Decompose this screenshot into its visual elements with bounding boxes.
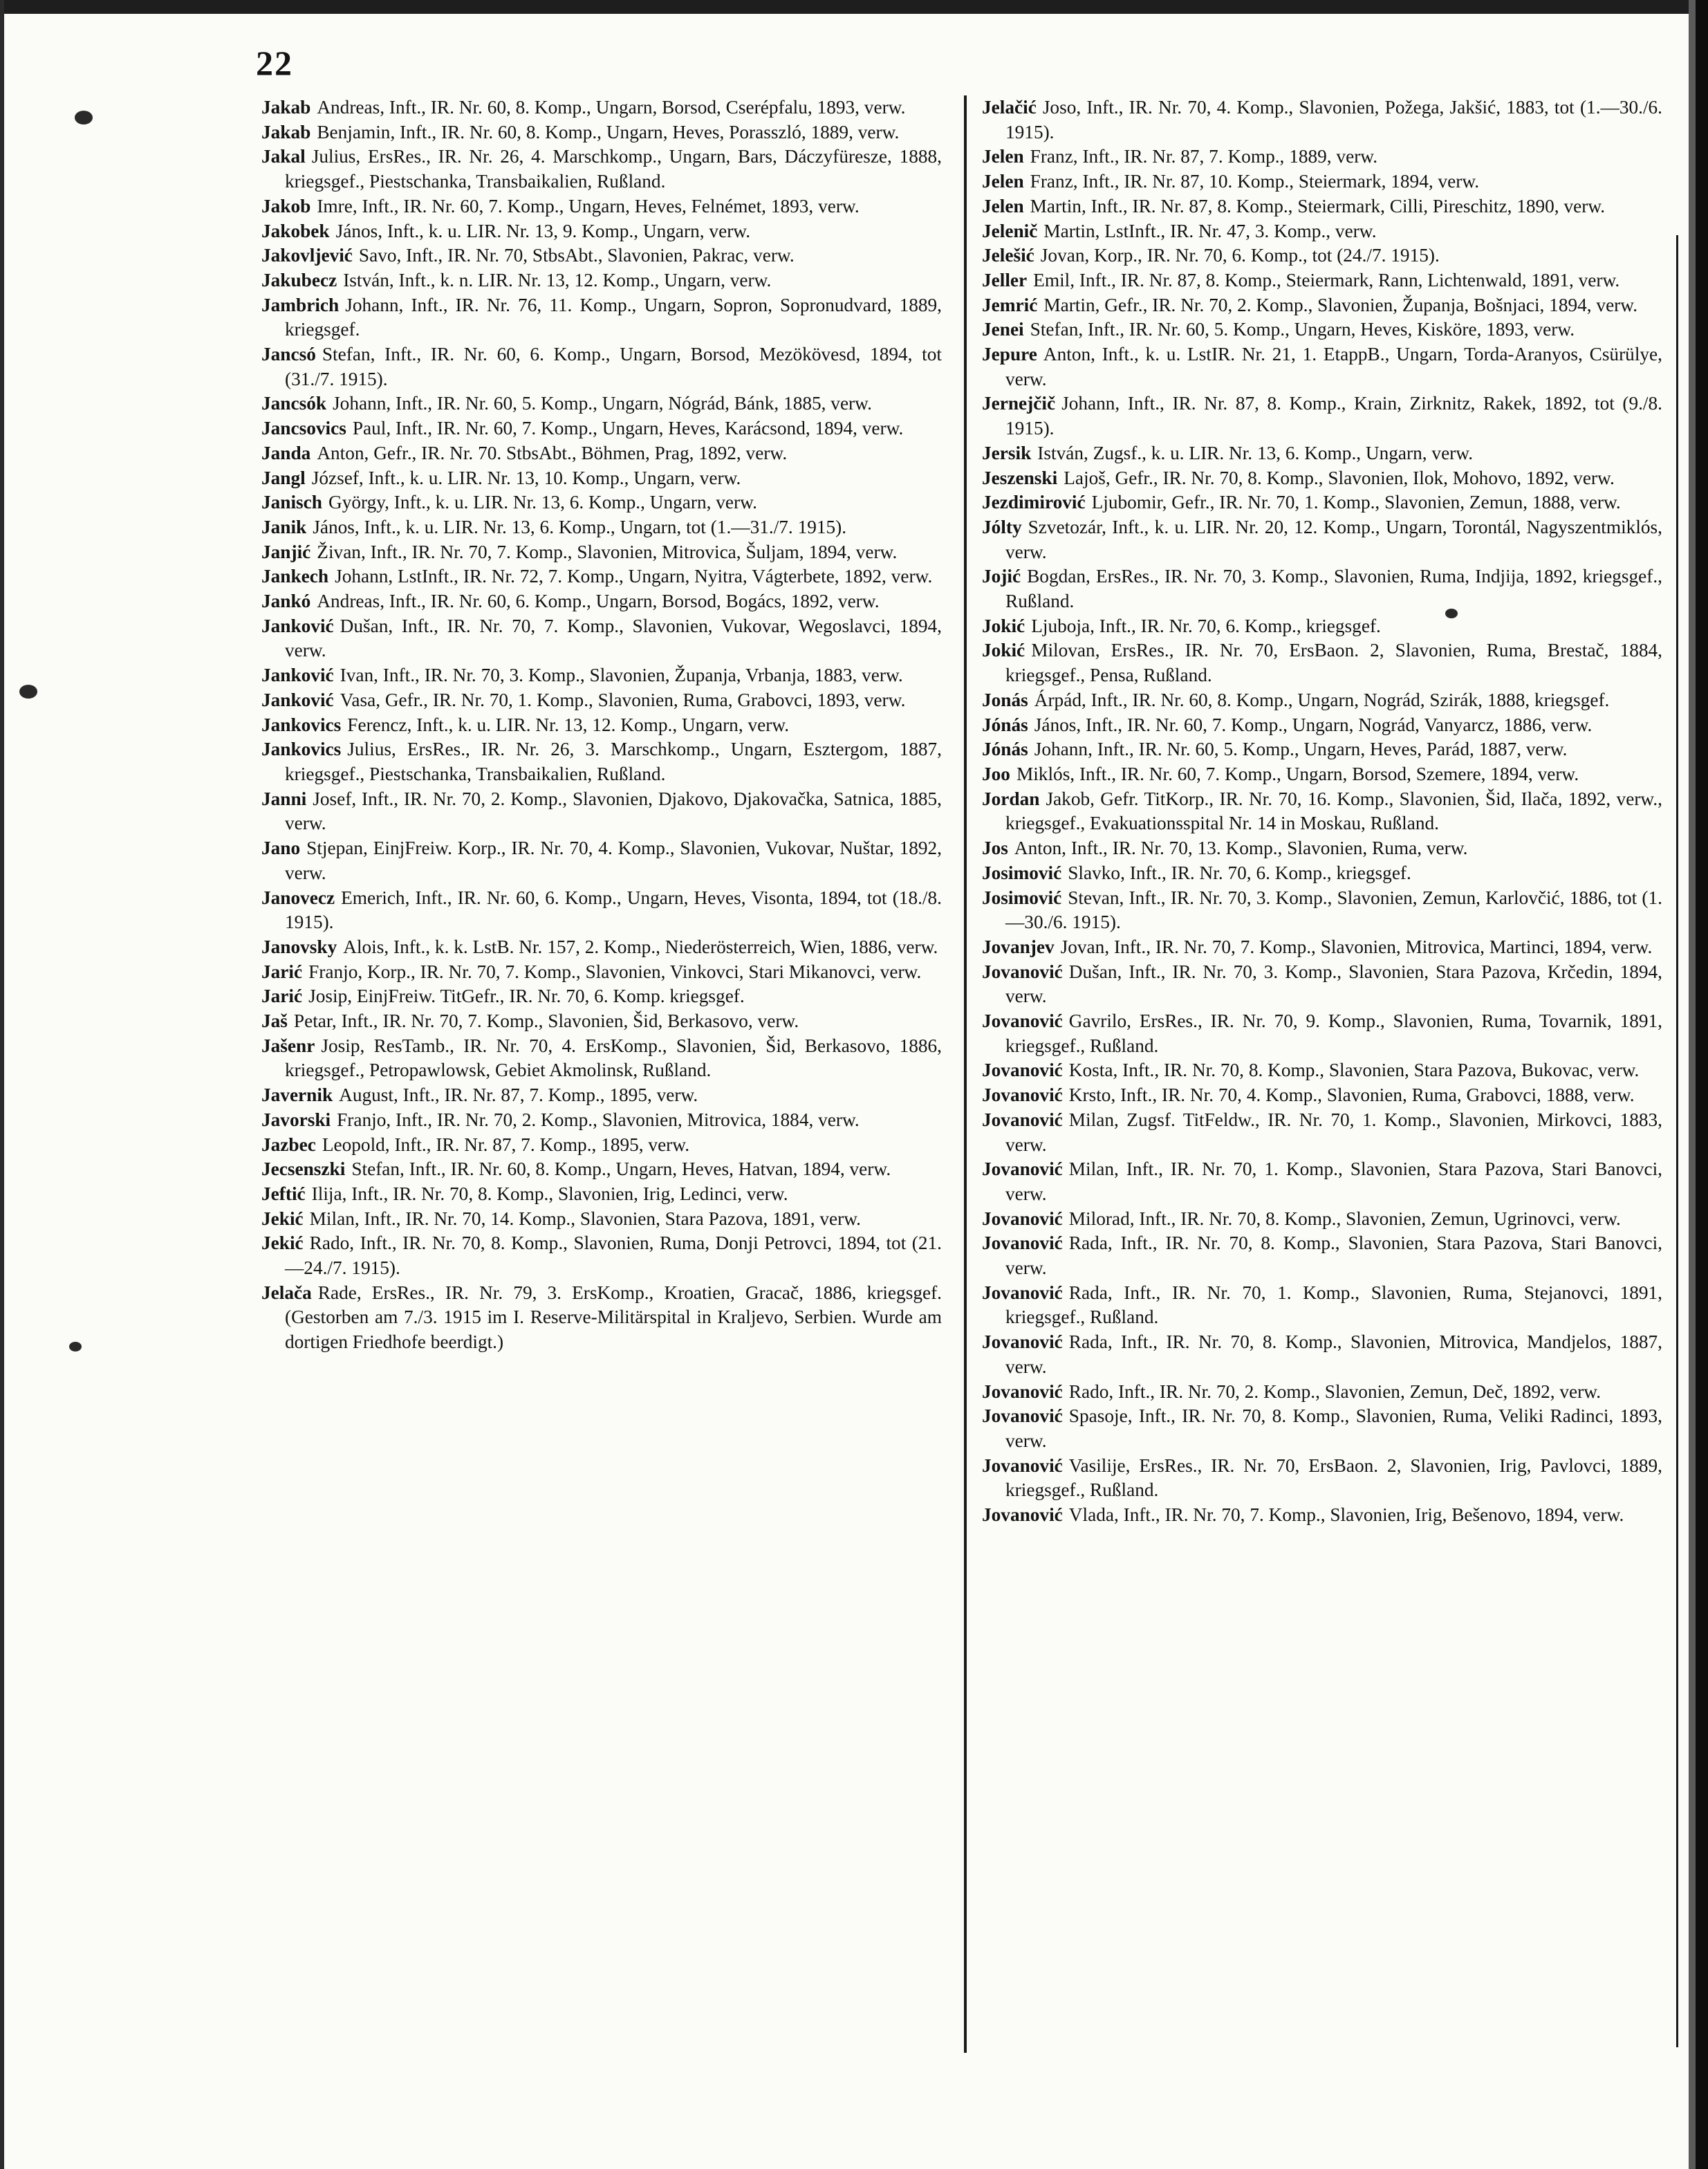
roster-entry xyxy=(982,886,1662,935)
roster-entry xyxy=(261,1281,942,1355)
roster-entry xyxy=(261,663,942,688)
scan-border-right xyxy=(1696,0,1708,2169)
roster-entry xyxy=(982,836,1662,861)
roster-entry xyxy=(261,787,942,836)
entry-surname: Jovanović xyxy=(982,1109,1063,1130)
roster-entry xyxy=(261,713,942,738)
roster-entry xyxy=(982,787,1662,836)
entry-details: Franz, Inft., IR. Nr. 87, 10. Komp., Steiermark, 1894, verw. xyxy=(1030,171,1480,192)
entry-details: Jakob, Gefr. TitKorp., IR. Nr. 70, 16. Komp., Slavonien, Šid, Ilača, 1892, verw., kriegsgef., Evakuationsspital Nr. 14 in Moskau, Rußland. xyxy=(1005,788,1662,834)
entry-details: József, Inft., k. u. LIR. Nr. 13, 10. Komp., Ungarn, verw. xyxy=(311,467,741,488)
roster-entry xyxy=(982,614,1662,639)
roster-entry xyxy=(982,1380,1662,1405)
entry-surname: Jambrich xyxy=(261,294,340,315)
roster-entry xyxy=(261,243,942,268)
margin-rule xyxy=(1676,235,1678,2047)
entry-details: Rada, Inft., IR. Nr. 70, 1. Komp., Slavonien, Ruma, Stejanovci, 1891, kriegsgef., Rußland. xyxy=(1005,1282,1662,1328)
entry-surname: Jepure xyxy=(982,344,1037,365)
entry-surname: Jovanović xyxy=(982,1381,1063,1402)
entry-surname: Josimović xyxy=(982,862,1062,883)
entry-surname: Jekić xyxy=(261,1233,304,1254)
scan-border-shadow xyxy=(1689,0,1696,2169)
entry-details: István, Inft., k. n. LIR. Nr. 13, 12. Komp., Ungarn, verw. xyxy=(343,269,772,290)
roster-entry xyxy=(261,1009,942,1034)
roster-entry xyxy=(982,1503,1662,1528)
entry-surname: Jovanović xyxy=(982,1084,1063,1106)
entry-surname: Jakal xyxy=(261,146,306,167)
entry-details: Miklós, Inft., IR. Nr. 60, 7. Komp., Ungarn, Borsod, Szemere, 1894, verw. xyxy=(1016,763,1579,784)
entry-details: Anton, Inft., k. u. LstIR. Nr. 21, 1. EtappB., Ungarn, Torda-Aranyos, Csürülye, verw. xyxy=(1005,344,1662,389)
entry-surname: Jovanović xyxy=(982,1010,1063,1032)
entry-details: Krsto, Inft., IR. Nr. 70, 4. Komp., Slavonien, Ruma, Grabovci, 1888, verw. xyxy=(1068,1084,1635,1106)
roster-entry xyxy=(261,688,942,713)
entry-details: Rada, Inft., IR. Nr. 70, 8. Komp., Slavonien, Mitrovica, Mandjelos, 1887, verw. xyxy=(1005,1331,1662,1377)
punch-hole-mark xyxy=(75,111,93,124)
roster-entry xyxy=(982,762,1662,787)
entry-surname: Jeftić xyxy=(261,1183,306,1204)
entry-surname: Jovanović xyxy=(982,1282,1063,1303)
roster-entry xyxy=(261,589,942,614)
punch-hole-mark xyxy=(69,1342,82,1351)
roster-entry xyxy=(261,836,942,885)
entry-surname: Jazbec xyxy=(261,1134,316,1155)
entry-details: Vasilije, ErsRes., IR. Nr. 70, ErsBaon. 2, Slavonien, Irig, Pavlovci, 1889, kriegsgef., Rußland. xyxy=(1005,1455,1662,1501)
entry-surname: Jašenr xyxy=(261,1035,315,1056)
entry-surname: Jelešić xyxy=(982,245,1034,266)
entry-surname: Jelen xyxy=(982,171,1024,192)
entry-surname: Jelen xyxy=(982,195,1024,216)
entry-details: Szvetozár, Inft., k. u. LIR. Nr. 20, 12. Komp., Ungarn, Torontál, Nagyszentmiklós, verw. xyxy=(1005,516,1662,562)
roster-entry xyxy=(261,564,942,589)
entry-details: Gavrilo, ErsRes., IR. Nr. 70, 9. Komp., Slavonien, Ruma, Tovarnik, 1891, kriegsgef., Rußland. xyxy=(1005,1010,1662,1056)
roster-entry xyxy=(982,243,1662,268)
entry-surname: Janovsky xyxy=(261,936,337,957)
roster-entry xyxy=(982,861,1662,886)
roster-entry xyxy=(261,466,942,491)
entry-details: Johann, LstInft., IR. Nr. 72, 7. Komp., Ungarn, Nyitra, Vágterbete, 1892, verw. xyxy=(335,566,933,587)
entry-surname: Jemrić xyxy=(982,294,1038,315)
entry-surname: Jovanjev xyxy=(982,936,1055,957)
entry-surname: Janovecz xyxy=(261,887,335,908)
entry-details: Paul, Inft., IR. Nr. 60, 7. Komp., Ungarn, Heves, Karácsond, 1894, verw. xyxy=(352,418,904,439)
entry-details: Dušan, Inft., IR. Nr. 70, 3. Komp., Slavonien, Stara Pazova, Krčedin, 1894, verw. xyxy=(1005,961,1662,1007)
entry-surname: Jovanović xyxy=(982,1455,1063,1476)
entry-details: Jovan, Korp., IR. Nr. 70, 6. Komp., tot (24./7. 1915). xyxy=(1040,245,1440,266)
roster-entry xyxy=(982,713,1662,738)
entry-details: Bogdan, ErsRes., IR. Nr. 70, 3. Komp., Slavonien, Ruma, Indjija, 1892, kriegsgef., Rußland. xyxy=(1005,566,1662,612)
entry-surname: Jankech xyxy=(261,566,329,587)
entry-surname: Jónás xyxy=(982,739,1028,760)
punch-hole-mark xyxy=(19,685,37,699)
roster-entry xyxy=(261,120,942,145)
entry-details: Slavko, Inft., IR. Nr. 70, 6. Komp., kriegsgef. xyxy=(1068,862,1411,883)
roster-entry xyxy=(261,960,942,985)
entry-details: August, Inft., IR. Nr. 87, 7. Komp., 1895, verw. xyxy=(339,1084,698,1106)
roster-entry xyxy=(982,1058,1662,1083)
entry-surname: Jovanović xyxy=(982,961,1063,982)
entry-surname: Jekić xyxy=(261,1208,304,1229)
roster-entry xyxy=(982,268,1662,293)
roster-entry xyxy=(261,737,942,786)
roster-entry xyxy=(261,614,942,663)
column-divider xyxy=(964,95,967,2053)
entry-details: Ljubomir, Gefr., IR. Nr. 70, 1. Komp., Slavonien, Zemun, 1888, verw. xyxy=(1091,492,1621,513)
entry-details: Josip, EinjFreiw. TitGefr., IR. Nr. 70, 6. Komp. kriegsgef. xyxy=(308,986,745,1007)
entry-surname: Jónás xyxy=(982,714,1028,735)
entry-surname: Javernik xyxy=(261,1084,333,1106)
roster-entry xyxy=(982,293,1662,318)
entry-surname: Jangl xyxy=(261,467,306,488)
roster-entry xyxy=(261,540,942,565)
entry-details: Ferencz, Inft., k. u. LIR. Nr. 13, 12. Komp., Ungarn, verw. xyxy=(347,714,790,735)
roster-entry xyxy=(261,1157,942,1182)
roster-entry xyxy=(982,1281,1662,1330)
entry-details: György, Inft., k. u. LIR. Nr. 13, 6. Komp., Ungarn, verw. xyxy=(328,492,757,513)
roster-entry xyxy=(261,490,942,515)
entry-surname: Jovanović xyxy=(982,1208,1063,1229)
entry-details: Milan, Inft., IR. Nr. 70, 1. Komp., Slavonien, Stara Pazova, Stari Banovci, verw. xyxy=(1005,1159,1662,1204)
entry-surname: Javorski xyxy=(261,1109,331,1130)
entry-surname: Jovanović xyxy=(982,1233,1063,1254)
entry-details: Ljuboja, Inft., IR. Nr. 70, 6. Komp., kriegsgef. xyxy=(1031,615,1381,636)
entry-details: Johann, Inft., IR. Nr. 76, 11. Komp., Ungarn, Sopron, Sopronudvard, 1889, kriegsgef. xyxy=(285,294,942,340)
entry-details: Ilija, Inft., IR. Nr. 70, 8. Komp., Slavonien, Irig, Ledinci, verw. xyxy=(311,1183,788,1204)
roster-entry xyxy=(261,194,942,219)
roster-entry xyxy=(261,145,942,194)
entry-details: Franjo, Korp., IR. Nr. 70, 7. Komp., Slavonien, Vinkovci, Stari Mikanovci, verw. xyxy=(308,961,922,982)
entry-details: Rado, Inft., IR. Nr. 70, 2. Komp., Slavonien, Zemun, Deč, 1892, verw. xyxy=(1068,1381,1602,1402)
right-column xyxy=(982,95,1662,1528)
roster-entry xyxy=(261,219,942,244)
entry-surname: Jovanović xyxy=(982,1060,1063,1081)
entry-surname: Jaš xyxy=(261,1010,288,1032)
entry-details: Petar, Inft., IR. Nr. 70, 7. Komp., Slavonien, Šid, Berkasovo, verw. xyxy=(293,1010,799,1032)
entry-details: Milorad, Inft., IR. Nr. 70, 8. Komp., Slavonien, Zemun, Ugrinovci, verw. xyxy=(1068,1208,1621,1229)
entry-details: Julius, ErsRes., IR. Nr. 26, 4. Marschkomp., Ungarn, Bars, Dáczyfüresze, 1888, kriegsgef., Piestschanka, Transbaikalien, Rußland. xyxy=(285,146,942,192)
entry-details: Stjepan, EinjFreiw. Korp., IR. Nr. 70, 4. Komp., Slavonien, Vukovar, Nuštar, 1892, verw. xyxy=(285,838,942,883)
entry-surname: Jakobek xyxy=(261,220,330,241)
entry-surname: Jenei xyxy=(982,319,1024,340)
roster-entry xyxy=(982,466,1662,491)
entry-details: Andreas, Inft., IR. Nr. 60, 6. Komp., Ungarn, Borsod, Bogács, 1892, verw. xyxy=(317,591,880,612)
entry-details: Dušan, Inft., IR. Nr. 70, 7. Komp., Slavonien, Vukovar, Wegoslavci, 1894, verw. xyxy=(285,615,942,661)
roster-entry xyxy=(982,1083,1662,1108)
roster-entry xyxy=(982,1404,1662,1453)
entry-details: Martin, LstInft., IR. Nr. 47, 3. Komp., verw. xyxy=(1043,220,1377,241)
entry-surname: Jokić xyxy=(982,640,1025,661)
entry-details: Johann, Inft., IR. Nr. 60, 5. Komp., Ungarn, Heves, Parád, 1887, verw. xyxy=(1034,739,1568,760)
entry-surname: Jarić xyxy=(261,986,303,1007)
entry-details: Andreas, Inft., IR. Nr. 60, 8. Komp., Ungarn, Borsod, Cserépfalu, 1893, verw. xyxy=(317,97,906,118)
entry-details: Spasoje, Inft., IR. Nr. 70, 8. Komp., Slavonien, Ruma, Veliki Radinci, 1893, verw. xyxy=(1005,1405,1662,1451)
roster-entry xyxy=(982,342,1662,391)
entry-surname: Jelača xyxy=(261,1282,312,1303)
entry-details: Johann, Inft., IR. Nr. 87, 8. Komp., Krain, Zirknitz, Rakek, 1892, tot (9./8. 1915). xyxy=(1005,393,1662,439)
entry-surname: Jokić xyxy=(982,615,1025,636)
roster-entry xyxy=(261,1034,942,1083)
entry-surname: Josimović xyxy=(982,887,1062,908)
entry-surname: Janković xyxy=(261,615,334,636)
roster-entry xyxy=(261,1207,942,1232)
entry-surname: Jovanović xyxy=(982,1159,1063,1180)
entry-details: Josip, ResTamb., IR. Nr. 70, 4. ErsKomp., Slavonien, Šid, Berkasovo, 1886, kriegsgef., Petropawlowsk, Gebiet Akmolinsk, Rußland. xyxy=(285,1035,942,1081)
entry-details: Milan, Inft., IR. Nr. 70, 14. Komp., Slavonien, Stara Pazova, 1891, verw. xyxy=(309,1208,861,1229)
roster-entry xyxy=(982,95,1662,145)
entry-details: Emil, Inft., IR. Nr. 87, 8. Komp., Steiermark, Rann, Lichtenwald, 1891, verw. xyxy=(1033,269,1620,290)
roster-entry xyxy=(982,169,1662,194)
entry-details: Martin, Gefr., IR. Nr. 70, 2. Komp., Slavonien, Županja, Bošnjaci, 1894, verw. xyxy=(1043,294,1638,315)
entry-surname: Janković xyxy=(261,665,334,686)
entry-details: Vlada, Inft., IR. Nr. 70, 7. Komp., Slavonien, Irig, Bešenovo, 1894, verw. xyxy=(1068,1504,1624,1526)
roster-entry xyxy=(261,441,942,466)
roster-entry xyxy=(982,391,1662,441)
entry-surname: Jano xyxy=(261,838,301,859)
entry-details: Johann, Inft., IR. Nr. 60, 5. Komp., Ungarn, Nógrád, Bánk, 1885, verw. xyxy=(333,393,872,414)
entry-surname: Jancsók xyxy=(261,393,327,414)
roster-entry xyxy=(982,1454,1662,1503)
entry-details: Anton, Gefr., IR. Nr. 70. StbsAbt., Böhmen, Prag, 1892, verw. xyxy=(317,442,788,463)
roster-entry xyxy=(261,268,942,293)
entry-details: Lajoš, Gefr., IR. Nr. 70, 8. Komp., Slavonien, Ilok, Mohovo, 1892, verw. xyxy=(1064,467,1615,488)
roster-entry xyxy=(982,737,1662,762)
entry-details: Josef, Inft., IR. Nr. 70, 2. Komp., Slavonien, Djakovo, Djakovačka, Satnica, 1885, verw. xyxy=(285,788,942,834)
roster-entry xyxy=(261,1133,942,1158)
entry-surname: Jovanović xyxy=(982,1331,1063,1353)
entry-details: Živan, Inft., IR. Nr. 70, 7. Komp., Slavonien, Mitrovica, Šuljam, 1894, verw. xyxy=(317,541,898,562)
entry-details: Kosta, Inft., IR. Nr. 70, 8. Komp., Slavonien, Stara Pazova, Bukovac, verw. xyxy=(1068,1060,1640,1081)
entry-surname: Jeller xyxy=(982,269,1028,290)
entry-surname: Janni xyxy=(261,788,307,809)
entry-details: Martin, Inft., IR. Nr. 87, 8. Komp., Steiermark, Cilli, Pireschitz, 1890, verw. xyxy=(1030,195,1606,216)
scan-border-left xyxy=(0,0,4,2169)
entry-surname: Jakab xyxy=(261,97,311,118)
roster-entry xyxy=(982,317,1662,342)
entry-details: Franz, Inft., IR. Nr. 87, 7. Komp., 1889, verw. xyxy=(1030,146,1378,167)
entry-details: Anton, Inft., IR. Nr. 70, 13. Komp., Slavonien, Ruma, verw. xyxy=(1014,838,1468,859)
roster-entry xyxy=(982,564,1662,613)
entry-surname: Jakab xyxy=(261,121,311,142)
roster-entry xyxy=(982,1157,1662,1206)
entry-details: Leopold, Inft., IR. Nr. 87, 7. Komp., 1895, verw. xyxy=(322,1134,690,1155)
entry-details: Imre, Inft., IR. Nr. 60, 7. Komp., Ungarn, Heves, Felnémet, 1893, verw. xyxy=(317,195,860,216)
entry-details: Alois, Inft., k. k. LstB. Nr. 157, 2. Komp., Niederösterreich, Wien, 1886, verw. xyxy=(343,936,938,957)
entry-details: Rado, Inft., IR. Nr. 70, 8. Komp., Slavonien, Ruma, Donji Petrovci, 1894, tot (21.—24./7. 1915). xyxy=(285,1233,942,1279)
entry-surname: Jecsenszki xyxy=(261,1159,346,1180)
entry-surname: Jelačić xyxy=(982,97,1037,118)
roster-entry xyxy=(261,515,942,540)
entry-surname: Jankovics xyxy=(261,739,342,760)
entry-surname: Jelenič xyxy=(982,220,1038,241)
entry-surname: Jordan xyxy=(982,788,1040,809)
roster-entry xyxy=(261,391,942,416)
entry-surname: Janda xyxy=(261,442,311,463)
entry-surname: Jakovljević xyxy=(261,245,353,266)
roster-entry xyxy=(982,490,1662,515)
roster-entry xyxy=(261,935,942,960)
entry-details: Stevan, Inft., IR. Nr. 70, 3. Komp., Slavonien, Zemun, Karlovčić, 1886, tot (1.—30./6. 1915). xyxy=(1005,887,1662,933)
entry-details: Árpád, Inft., IR. Nr. 60, 8. Komp., Ungarn, Nográd, Szirák, 1888, kriegsgef. xyxy=(1034,689,1610,710)
entry-details: Rada, Inft., IR. Nr. 70, 8. Komp., Slavonien, Stara Pazova, Stari Banovci, verw. xyxy=(1005,1233,1662,1279)
entry-surname: Jólty xyxy=(982,516,1022,537)
entry-details: Benjamin, Inft., IR. Nr. 60, 8. Komp., Ungarn, Heves, Porasszló, 1889, verw. xyxy=(317,121,900,142)
scan-border-top xyxy=(0,0,1708,14)
roster-entry xyxy=(261,1108,942,1133)
left-column xyxy=(261,95,942,1355)
entry-details: Julius, ErsRes., IR. Nr. 26, 3. Marschkomp., Ungarn, Esztergom, 1887, kriegsgef., Piestschanka, Transbaikalien, Rußland. xyxy=(285,739,942,784)
entry-details: Jovan, Inft., IR. Nr. 70, 7. Komp., Slavonien, Mitrovica, Martinci, 1894, verw. xyxy=(1060,936,1653,957)
entry-surname: Jarić xyxy=(261,961,303,982)
entry-surname: Jojić xyxy=(982,566,1021,587)
entry-surname: Jankovics xyxy=(261,714,342,735)
entry-details: Milan, Zugsf. TitFeldw., IR. Nr. 70, 1. Komp., Slavonien, Mirkovci, 1883, verw. xyxy=(1005,1109,1662,1155)
roster-entry xyxy=(261,1083,942,1108)
entry-details: János, Inft., IR. Nr. 60, 7. Komp., Ungarn, Nográd, Vanyarcz, 1886, verw. xyxy=(1034,714,1593,735)
entry-surname: Jancsó xyxy=(261,344,316,365)
entry-surname: Janisch xyxy=(261,492,322,513)
entry-details: Stefan, Inft., IR. Nr. 60, 6. Komp., Ungarn, Borsod, Mezökövesd, 1894, tot (31./7. 1915). xyxy=(285,344,942,389)
entry-surname: Jos xyxy=(982,838,1008,859)
entry-details: Stefan, Inft., IR. Nr. 60, 8. Komp., Ungarn, Heves, Hatvan, 1894, verw. xyxy=(351,1159,891,1180)
entry-surname: Jonás xyxy=(982,689,1028,710)
entry-details: Ivan, Inft., IR. Nr. 70, 3. Komp., Slavonien, Županja, Vrbanja, 1883, verw. xyxy=(340,665,903,686)
roster-entry xyxy=(261,1231,942,1280)
roster-entry xyxy=(261,342,942,391)
entry-surname: Jernejčič xyxy=(982,393,1056,414)
entry-surname: Jovanović xyxy=(982,1504,1063,1526)
entry-details: Milovan, ErsRes., IR. Nr. 70, ErsBaon. 2, Slavonien, Ruma, Brestač, 1884, kriegsgef., Pensa, Rußland. xyxy=(1005,640,1662,686)
roster-entry xyxy=(982,219,1662,244)
roster-entry xyxy=(261,416,942,441)
roster-entry xyxy=(982,1231,1662,1280)
entry-surname: Janjić xyxy=(261,541,311,562)
entry-surname: Janković xyxy=(261,689,334,710)
entry-details: János, Inft., k. u. LIR. Nr. 13, 9. Komp., Ungarn, verw. xyxy=(335,220,751,241)
roster-entry xyxy=(982,1330,1662,1379)
roster-entry xyxy=(261,293,942,342)
roster-entry xyxy=(982,960,1662,1009)
entry-surname: Janik xyxy=(261,516,307,537)
entry-surname: Joo xyxy=(982,763,1010,784)
roster-entry xyxy=(982,1108,1662,1157)
roster-entry xyxy=(261,1182,942,1207)
roster-entry xyxy=(261,984,942,1009)
entry-details: Joso, Inft., IR. Nr. 70, 4. Komp., Slavonien, Požega, Jakšić, 1883, tot (1.—30./6. 1915). xyxy=(1005,97,1662,142)
roster-entry xyxy=(982,515,1662,564)
entry-details: Vasa, Gefr., IR. Nr. 70, 1. Komp., Slavonien, Ruma, Grabovci, 1893, verw. xyxy=(340,689,906,710)
entry-surname: Jovanović xyxy=(982,1405,1063,1427)
entry-details: Rade, ErsRes., IR. Nr. 79, 3. ErsKomp., Kroatien, Gracač, 1886, kriegsgef. (Gestorben am 7./3. 1915 im I. Reserve-Militärspital in Kraljevo, Serbien. Wurde am dortigen Friedhofe beerdigt.) xyxy=(285,1282,942,1353)
entry-surname: Jeszenski xyxy=(982,467,1058,488)
entry-details: János, Inft., k. u. LIR. Nr. 13, 6. Komp., Ungarn, tot (1.—31./7. 1915). xyxy=(313,516,847,537)
roster-entry xyxy=(982,145,1662,169)
entry-surname: Jelen xyxy=(982,146,1024,167)
roster-entry xyxy=(982,638,1662,687)
roster-entry xyxy=(982,441,1662,466)
entry-surname: Jezdimirović xyxy=(982,492,1086,513)
roster-entry xyxy=(982,1207,1662,1232)
entry-surname: Jankó xyxy=(261,591,311,612)
roster-entry xyxy=(982,1009,1662,1058)
entry-details: Stefan, Inft., IR. Nr. 60, 5. Komp., Ungarn, Heves, Kisköre, 1893, verw. xyxy=(1030,319,1575,340)
entry-details: István, Zugsf., k. u. LIR. Nr. 13, 6. Komp., Ungarn, verw. xyxy=(1037,442,1474,463)
roster-entry xyxy=(261,95,942,120)
entry-surname: Jakob xyxy=(261,195,311,216)
entry-details: Savo, Inft., IR. Nr. 70, StbsAbt., Slavonien, Pakrac, verw. xyxy=(358,245,795,266)
entry-surname: Jakubecz xyxy=(261,269,337,290)
roster-entry xyxy=(982,194,1662,219)
roster-entry xyxy=(261,886,942,935)
roster-entry xyxy=(982,935,1662,960)
page-number: 22 xyxy=(256,44,293,82)
entry-details: Emerich, Inft., IR. Nr. 60, 6. Komp., Ungarn, Heves, Visonta, 1894, tot (18./8. 1915). xyxy=(285,887,942,933)
entry-details: Franjo, Inft., IR. Nr. 70, 2. Komp., Slavonien, Mitrovica, 1884, verw. xyxy=(337,1109,860,1130)
entry-surname: Jersik xyxy=(982,442,1032,463)
roster-entry xyxy=(982,688,1662,713)
entry-surname: Jancsovics xyxy=(261,418,346,439)
